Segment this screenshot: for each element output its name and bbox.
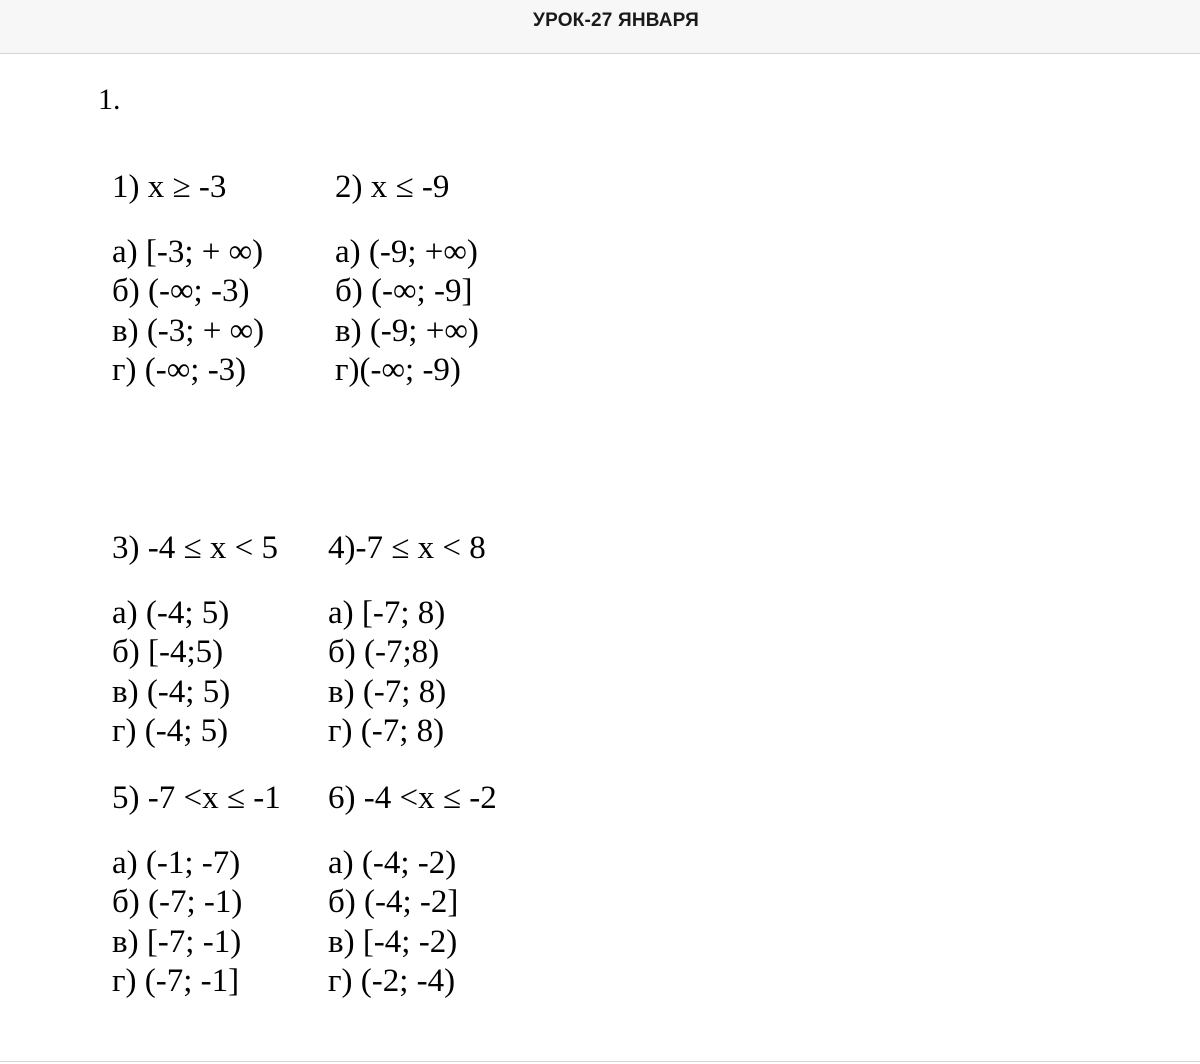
answer-option: г) (-2; -4) [328,962,456,999]
answer-options [112,233,264,390]
problem-3 [112,528,278,751]
answer-option: в) (-4; 5) [112,673,231,710]
answer-options [328,844,497,1001]
answer-option: г) (-7; 8) [328,712,445,749]
answer-option: б) (-∞; -3) [112,273,250,310]
problem-condition: 2) x ≤ -9 [335,169,450,205]
answer-option: г)(-∞; -9) [335,351,461,388]
problem-5 [112,778,281,1001]
answer-option: б) (-7;8) [328,634,440,671]
answer-option: б) (-7; -1) [112,884,243,921]
answer-option: г) (-∞; -3) [112,351,247,388]
answer-option: а) [-7; 8) [328,595,446,631]
problem-condition: 4)-7 ≤ x < 8 [328,530,486,566]
answer-option: в) (-3; + ∞) [112,312,265,349]
answer-option: а) (-9; +∞) [335,234,478,270]
problem-condition: 3) -4 ≤ x < 5 [112,530,278,566]
answer-options [112,594,278,751]
answer-option: в) (-7; 8) [328,673,447,710]
answer-option: а) (-4; 5) [112,595,230,631]
answer-option: а) (-1; -7) [112,845,241,881]
answer-option: а) [-3; + ∞) [112,234,264,270]
problem-condition: 1) x ≥ -3 [112,169,227,205]
bottom-divider [0,1061,1200,1062]
answer-option: б) [-4;5) [112,634,224,671]
answer-option: б) (-4; -2] [328,884,459,921]
answer-options [112,844,281,1001]
document-title: УРОК-27 ЯНВАРЯ [533,10,699,31]
answer-option: в) [-4; -2) [328,923,458,960]
problem-4 [328,528,486,751]
problem-1 [112,167,264,390]
answer-options [328,594,486,751]
problem-2 [335,167,479,390]
problem-condition: 5) -7 <x ≤ -1 [112,780,281,816]
answer-option: а) (-4; -2) [328,845,457,881]
problem-condition: 6) -4 <x ≤ -2 [328,780,497,816]
task-number: 1. [98,83,121,116]
problem-6 [328,778,497,1001]
answer-option: в) [-7; -1) [112,923,242,960]
answer-option: г) (-4; 5) [112,712,229,749]
answer-options [335,233,479,390]
answer-option: в) (-9; +∞) [335,312,479,349]
answer-option: г) (-7; -1] [112,962,240,999]
answer-option: б) (-∞; -9] [335,273,473,310]
